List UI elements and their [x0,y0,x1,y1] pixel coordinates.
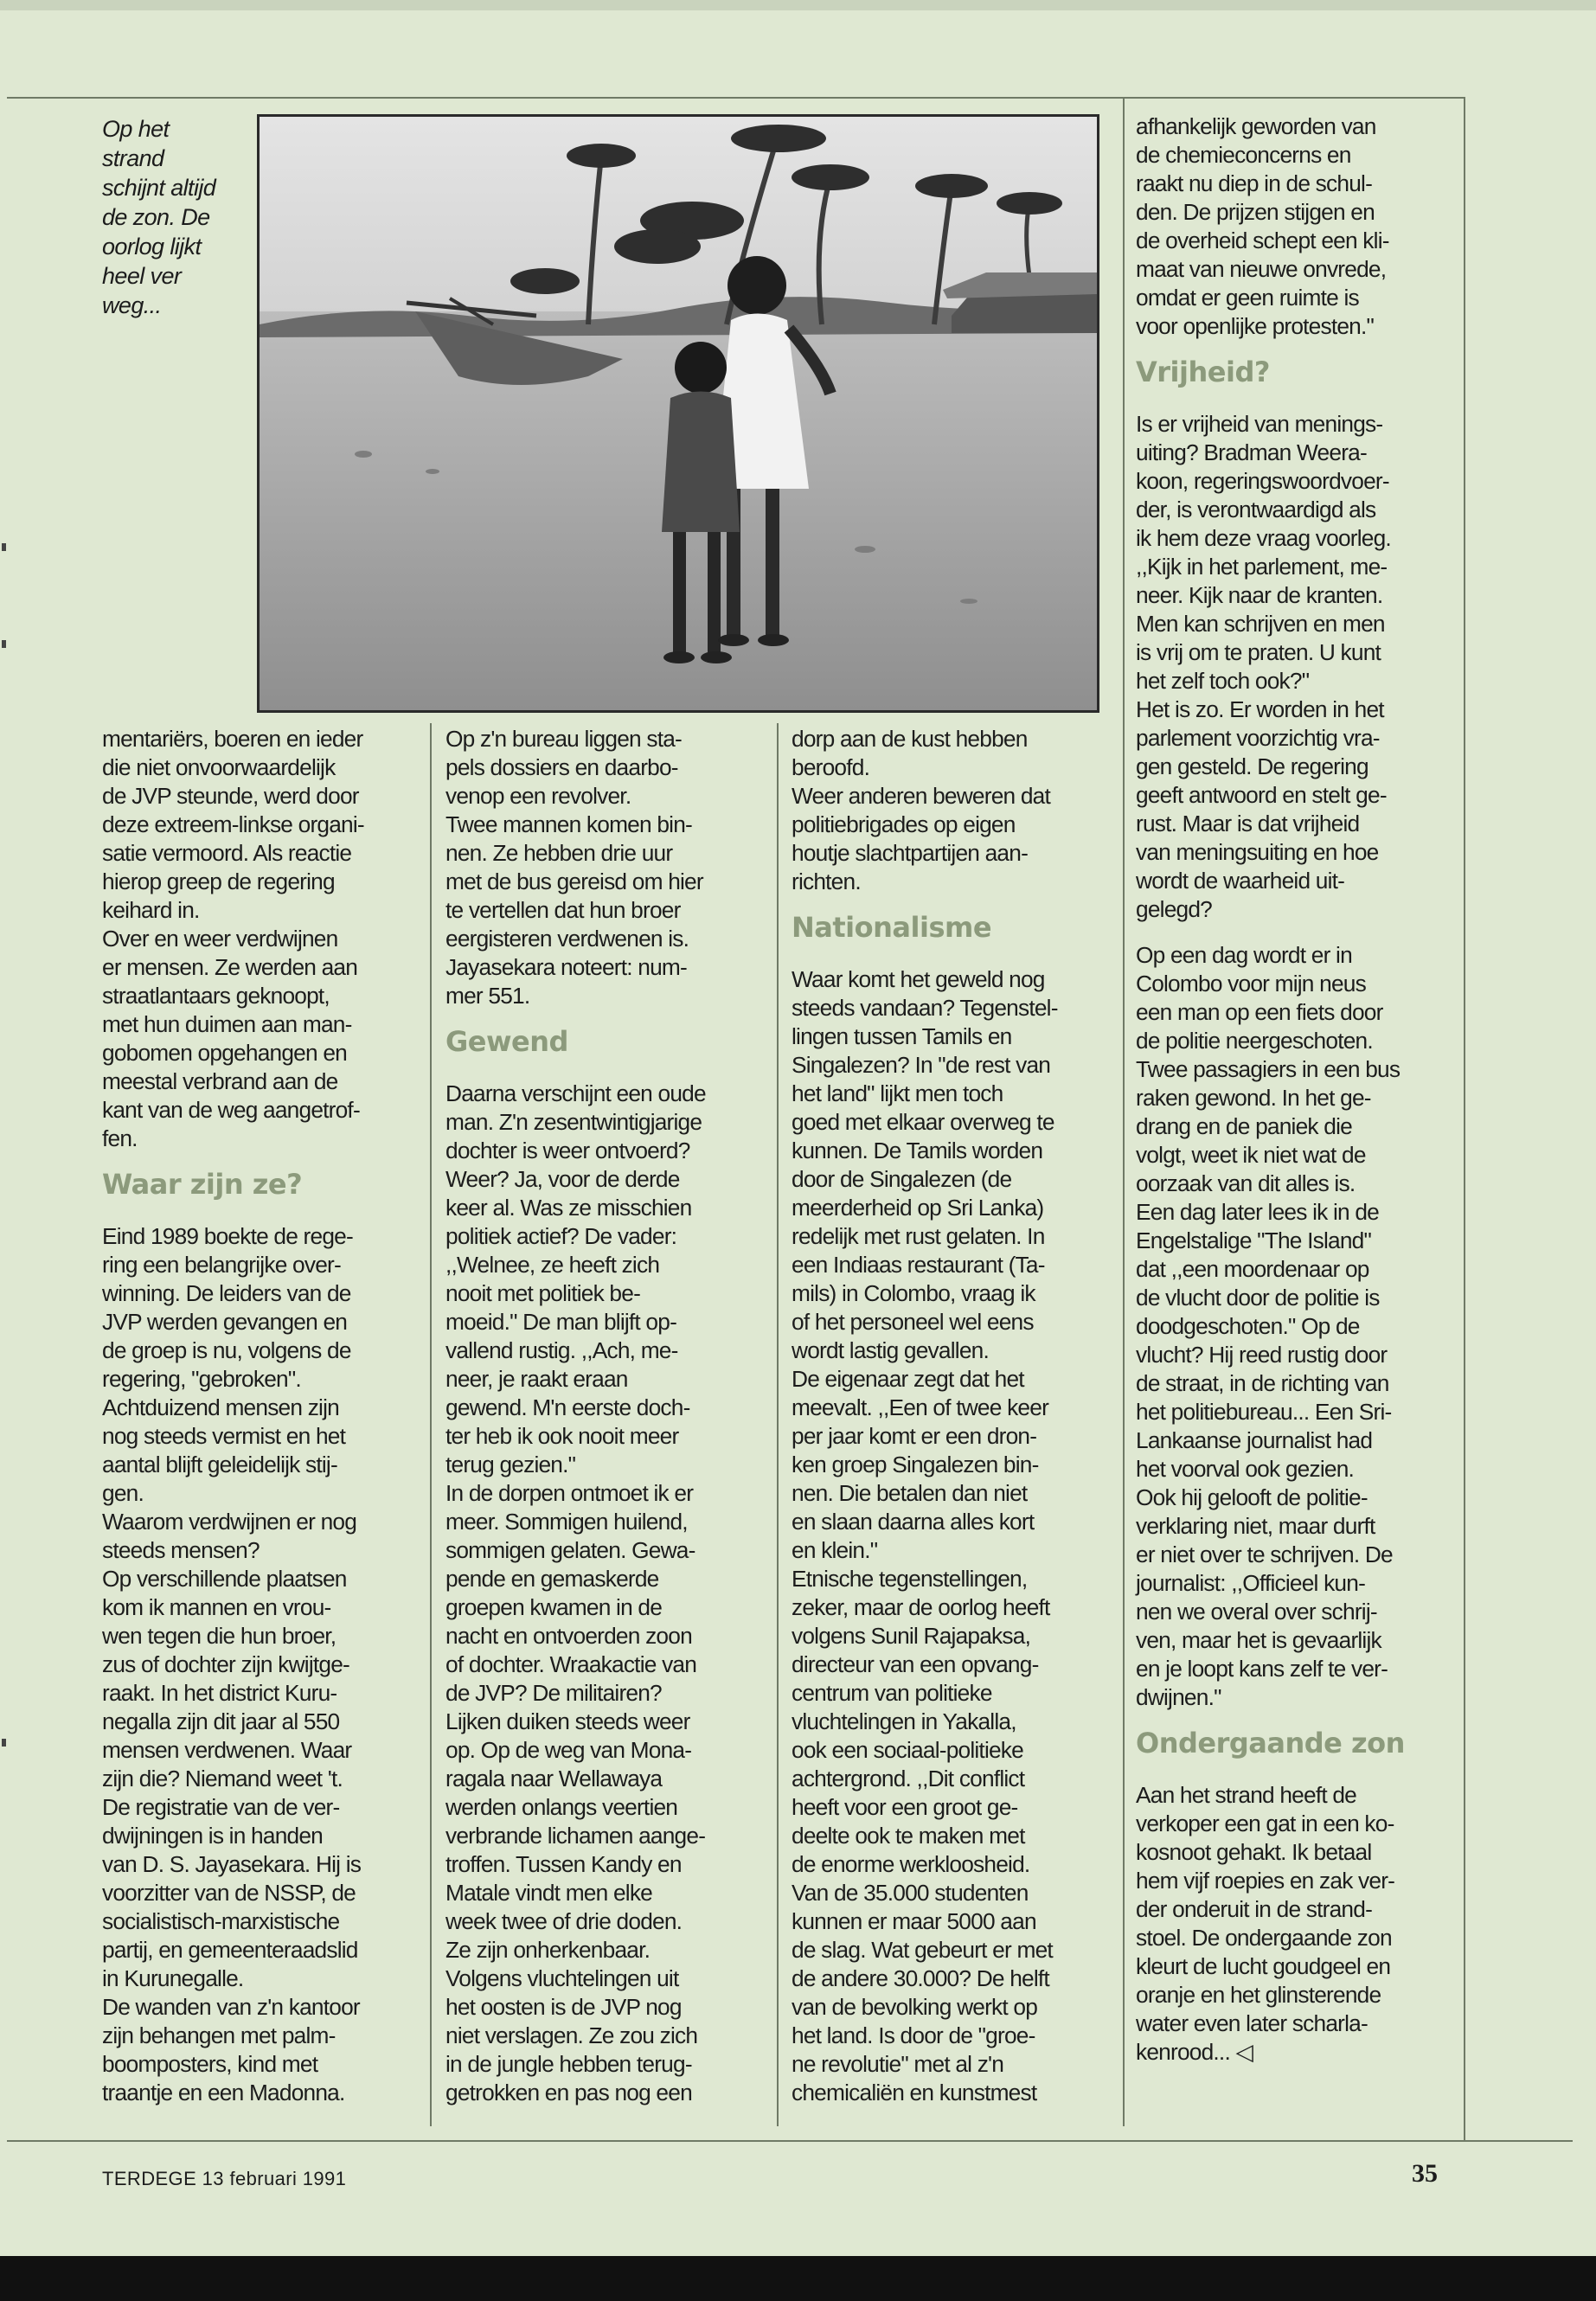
text-line: nen we overal over schrij- [1136,1599,1377,1625]
text-line: er mensen. Ze werden aan [102,954,358,980]
margin-mark [2,640,6,648]
text-line: doodgeschoten." Op de [1136,1313,1360,1339]
caption-line: heel ver [102,263,182,289]
text-line: deze extreem-linkse organi- [102,811,364,837]
text-line: Waar komt het geweld nog [792,966,1045,992]
text-line: nooit met politiek be- [445,1280,641,1306]
text-line: het oosten is de JVP nog [445,1994,682,2020]
text-line: ken groep Singalezen bin- [792,1452,1039,1477]
text-line: Colombo voor mijn neus [1136,971,1366,997]
text-line: Eind 1989 boekte de rege- [102,1223,353,1249]
text-line: kosnoot gehakt. Ik betaal [1136,1839,1372,1865]
text-line: der onderuit in de strand- [1136,1896,1373,1922]
publication-footer: TERDEGE 13 februari 1991 [102,2168,347,2189]
text-line: neer. Kijk naar de kranten. [1136,582,1383,608]
article-column-1 [102,725,413,2107]
text-line: de overheid schept een kli- [1136,228,1389,253]
text-line: de chemieconcerns en [1136,142,1351,168]
text-line: steeds mensen? [102,1537,260,1563]
text-line: gobomen opgehangen en [102,1040,347,1066]
text-line: JVP werden gevangen en [102,1309,348,1335]
text-line: Ze zijn onherkenbaar. [445,1937,651,1963]
text-line: niet verslagen. Ze zou zich [445,2022,698,2048]
text-line: man. Z'n zesentwintigjarige [445,1109,702,1135]
text-line: Op z'n bureau liggen sta- [445,726,683,752]
text-line: de slag. Wat gebeurt er met [792,1937,1053,1963]
text-line: negalla zijn dit jaar al 550 [102,1708,340,1734]
text-line: Twee mannen komen bin- [445,811,692,837]
text-line: straatlantaars geknoopt, [102,983,330,1009]
text-line: dwijningen is in handen [102,1823,323,1849]
text-line: hem vijf roepies en zak ver- [1136,1868,1395,1894]
text-line: heeft voor een groot ge- [792,1794,1018,1820]
text-line: neer, je raakt eraan [445,1366,628,1392]
caption-line: schijnt altijd [102,175,216,201]
text-line: mils) in Colombo, vraag ik [792,1280,1035,1306]
text-line: raakt nu diep in de schul- [1136,170,1373,196]
text-line: winning. De leiders van de [102,1280,351,1306]
text-line: de JVP steunde, werd door [102,783,359,809]
text-line: aantal blijft geleidelijk stij- [102,1452,337,1477]
caption-line: oorlog lijkt [102,234,202,260]
text-line: zus of dochter zijn kwijtge- [102,1651,349,1677]
text-line: verklaring niet, maar durft [1136,1513,1375,1539]
text-line: of het personeel wel eens [792,1309,1034,1335]
text-line: deelte ook te maken met [792,1823,1025,1849]
article-column-4 [1136,112,1456,2067]
text-line: het voorval ook gezien. [1136,1456,1355,1482]
text-line: en slaan daarna alles kort [792,1509,1035,1535]
text-line: nacht en ontvoerden zoon [445,1623,692,1649]
text-line: van D. S. Jayasekara. Hij is [102,1851,362,1877]
section-heading-waar-zijn-ze: Waar zijn ze? [102,1168,303,1201]
text-line: met hun duimen aan man- [102,1011,352,1037]
section-heading-ondergaande-zon: Ondergaande zon [1136,1727,1405,1759]
text-line: raken gewond. In het ge- [1136,1085,1371,1111]
text-line: verkoper een gat in een ko- [1136,1811,1394,1836]
paragraph-gap [1136,924,1456,941]
text-line: De eigenaar zegt dat het [792,1366,1024,1392]
caption-line: strand [102,145,164,171]
text-line: door de Singalezen (de [792,1166,1012,1192]
text-line: gen gesteld. De regering [1136,753,1368,779]
text-line: kunnen. De Tamils worden [792,1138,1043,1163]
column-rule [1123,97,1125,2126]
text-line: werden onlangs veertien [445,1794,678,1820]
text-line: politiebrigades op eigen [792,811,1016,837]
text-line: meevalt. ,,Een of twee keer [792,1394,1049,1420]
text-line: het zelf toch ook?" [1136,668,1310,694]
text-line: voor openlijke protesten." [1136,313,1375,339]
text-line: meer. Sommigen huilend, [445,1509,688,1535]
text-line: per jaar komt er een dron- [792,1423,1037,1449]
text-line: zijn die? Niemand weet 't. [102,1766,343,1791]
text-line: van de bevolking werkt op [792,1994,1038,2020]
text-line: wen tegen die hun broer, [102,1623,337,1649]
text-line: Op een dag wordt er in [1136,942,1352,968]
column-rule [430,723,432,2126]
text-line: Twee passagiers in een bus [1136,1056,1401,1082]
text-line: zeker, maar de oorlog heeft [792,1594,1050,1620]
text-line: en klein." [792,1537,878,1563]
text-line: kant van de weg aangetrof- [102,1097,360,1123]
text-line: De wanden van z'n kantoor [102,1994,360,2020]
text-line: dorp aan de kust hebben [792,726,1028,752]
text-line: week twee of drie doden. [445,1908,683,1934]
text-line: beroofd. [792,754,870,780]
text-line: moeid." De man blijft op- [445,1309,677,1335]
page-number: 35 [1412,2159,1438,2188]
text-line: volgens Sunil Rajapaksa, [792,1623,1031,1649]
text-line: Volgens vluchtelingen uit [445,1965,679,1991]
text-line: centrum van politieke [792,1680,992,1706]
text-line: er niet over te schrijven. De [1136,1541,1393,1567]
text-line: Achtduizend mensen zijn [102,1394,339,1420]
text-line: oranje en het glinsterende [1136,1982,1381,2008]
bottom-scan-band [0,2256,1596,2301]
bottom-rule [7,2140,1573,2142]
beach-photo [257,114,1099,713]
text-line: chemicaliën en kunstmest [792,2080,1037,2106]
article-column-2 [445,725,766,2107]
text-line: troffen. Tussen Kandy en [445,1851,682,1877]
article-column-3 [792,725,1112,2107]
text-line: op. Op de weg van Mona- [445,1737,692,1763]
text-line: vluchtelingen in Yakalla, [792,1708,1016,1734]
text-line: Van de 35.000 studenten [792,1880,1029,1906]
text-line: ,,Kijk in het parlement, me- [1136,554,1388,580]
text-line: nen. Die betalen dan niet [792,1480,1028,1506]
text-line: water even later scharla- [1136,2010,1368,2036]
text-line: vlucht? Hij reed rustig door [1136,1342,1388,1368]
text-line: satie vermoord. Als reactie [102,840,352,866]
text-line: Engelstalige "The Island" [1136,1227,1372,1253]
text-line: de enorme werkloosheid. [792,1851,1030,1877]
caption-line: de zon. De [102,204,210,230]
text-line: getrokken en pas nog een [445,2080,692,2106]
text-line: regering, "gebroken". [102,1366,301,1392]
text-line: raakt. In het district Kuru- [102,1680,337,1706]
text-line: Jayasekara noteert: num- [445,954,687,980]
text-line: afhankelijk geworden van [1136,113,1376,139]
text-line: ook een sociaal-politieke [792,1737,1023,1763]
text-line: achtergrond. ,,Dit conflict [792,1766,1025,1791]
text-line: mensen verdwenen. Waar [102,1737,352,1763]
text-line: ,,Welnee, ze heeft zich [445,1252,660,1278]
text-line: directeur van een opvang- [792,1651,1039,1677]
text-line: ven, maar het is gevaarlijk [1136,1627,1381,1653]
text-line: Singalezen? In "de rest van [792,1052,1051,1078]
text-line: steeds vandaan? Tegenstel- [792,995,1058,1021]
text-line: Ook hij gelooft de politie- [1136,1484,1368,1510]
photo-beach-children-icon [260,117,1097,710]
text-line: journalist: ,,Officieel kun- [1136,1570,1366,1596]
text-line: Lankaanse journalist had [1136,1427,1373,1453]
text-line: maat van nieuwe onvrede, [1136,256,1387,282]
text-line: De registratie van de ver- [102,1794,340,1820]
text-line: die niet onvoorwaardelijk [102,754,336,780]
text-line: den. De prijzen stijgen en [1136,199,1375,225]
text-line: nog steeds vermist en het [102,1423,346,1449]
text-line: Het is zo. Er worden in het [1136,696,1384,722]
text-line: redelijk met rust gelaten. In [792,1223,1045,1249]
top-scan-band [0,0,1596,10]
text-line: pels dossiers en daarbo- [445,754,678,780]
text-line: mentariërs, boeren en ieder [102,726,363,752]
text-line: dat ,,een moordenaar op [1136,1256,1369,1282]
text-line: de vlucht door de politie is [1136,1285,1380,1311]
text-line: gewend. M'n eerste doch- [445,1394,690,1420]
text-line: gen. [102,1480,144,1506]
text-line: de politie neergeschoten. [1136,1028,1373,1054]
text-line: Men kan schrijven en men [1136,611,1385,637]
text-line: Een dag later lees ik in de [1136,1199,1380,1225]
text-line: kleurt de lucht goudgeel en [1136,1953,1391,1979]
text-line: Lijken duiken steeds weer [445,1708,690,1734]
section-heading-vrijheid: Vrijheid? [1136,356,1270,388]
text-line: de straat, in de richting van [1136,1370,1389,1396]
text-line: in Kurunegalle. [102,1965,244,1991]
text-line: Over en weer verdwijnen [102,926,338,952]
text-line: oorzaak van dit alles is. [1136,1170,1356,1196]
text-line: hierop greep de regering [102,868,335,894]
text-line: der, is verontwaardigd als [1136,497,1376,522]
text-line: kenrood... ◁ [1136,2039,1253,2065]
text-line: het land. Is door de "groe- [792,2022,1035,2048]
margin-mark [2,543,6,551]
text-line: groepen kwamen in de [445,1594,663,1620]
text-line: Etnische tegenstellingen, [792,1566,1028,1592]
text-line: Waarom verdwijnen er nog [102,1509,357,1535]
text-line: in de jungle hebben terug- [445,2051,692,2077]
text-line: zijn behangen met palm- [102,2022,336,2048]
text-line: fen. [102,1125,138,1151]
text-line: een man op een fiets door [1136,999,1383,1025]
text-line: is vrij om te praten. U kunt [1136,639,1381,665]
text-line: pende en gemaskerde [445,1566,659,1592]
text-line: socialistisch-marxistische [102,1908,340,1934]
caption-line: Op het [102,116,170,142]
section-heading-gewend: Gewend [445,1025,568,1058]
text-line: parlement voorzichtig vra- [1136,725,1380,751]
text-line: en je loopt kans zelf te ver- [1136,1656,1388,1682]
text-line: Weer? Ja, voor de derde [445,1166,680,1192]
text-line: Matale vindt men elke [445,1880,652,1906]
text-line: kunnen er maar 5000 aan [792,1908,1036,1934]
text-line: ragala naar Wellawaya [445,1766,663,1791]
text-line: Op verschillende plaatsen [102,1566,347,1592]
text-line: kom ik mannen en vrou- [102,1594,331,1620]
text-line: drang en de paniek die [1136,1113,1352,1139]
text-line: of dochter. Wraakactie van [445,1651,697,1677]
text-line: volgt, weet ik niet wat de [1136,1142,1366,1168]
text-line: voorzitter van de NSSP, de [102,1880,356,1906]
text-line: goed met elkaar overweg te [792,1109,1054,1135]
text-line: boomposters, kind met [102,2051,318,2077]
text-line: wordt de waarheid uit- [1136,868,1345,894]
text-line: vallend rustig. ,,Ach, me- [445,1337,678,1363]
text-line: eergisteren verdwenen is. [445,926,689,952]
text-line: ring een belangrijke over- [102,1252,341,1278]
text-line: het land" lijkt men toch [792,1080,1003,1106]
text-line: terug gezien." [445,1452,576,1477]
text-line: met de bus gereisd om hier [445,868,703,894]
text-line: richten. [792,868,861,894]
text-line: wordt lastig gevallen. [792,1337,989,1363]
text-line: rust. Maar is dat vrijheid [1136,811,1360,836]
text-line: de JVP? De militairen? [445,1680,662,1706]
text-line: Is er vrijheid van menings- [1136,411,1383,437]
text-line: meestal verbrand aan de [102,1068,338,1094]
text-line: omdat er geen ruimte is [1136,285,1359,311]
margin-mark [2,1739,6,1747]
text-line: venop een revolver. [445,783,631,809]
text-line: partij, en gemeenteraadslid [102,1937,358,1963]
text-line: geeft antwoord en stelt ge- [1136,782,1387,808]
text-line: verbrande lichamen aange- [445,1823,706,1849]
text-line: dwijnen." [1136,1684,1221,1710]
text-line: ter heb ik ook nooit meer [445,1423,679,1449]
text-line: stoel. De ondergaande zon [1136,1925,1392,1951]
text-line: uiting? Bradman Weera- [1136,439,1367,465]
text-line: het politiebureau... Een Sri- [1136,1399,1392,1425]
text-line: gelegd? [1136,896,1212,922]
text-line: Aan het strand heeft de [1136,1782,1356,1808]
text-line: een Indiaas restaurant (Ta- [792,1252,1045,1278]
text-line: ne revolutie" met al z'n [792,2051,1004,2077]
text-line: Weer anderen beweren dat [792,783,1051,809]
text-line: ik hem deze vraag voorleg. [1136,525,1391,551]
text-line: van meningsuiting en hoe [1136,839,1379,865]
text-line: keihard in. [102,897,200,923]
text-line: nen. Ze hebben drie uur [445,840,673,866]
section-heading-nationalisme: Nationalisme [792,911,992,944]
text-line: te vertellen dat hun broer [445,897,681,923]
text-line: koon, regeringswoordvoer- [1136,468,1389,494]
column-rule [777,723,779,2126]
photo-caption [102,114,249,320]
text-line: dochter is weer ontvoerd? [445,1138,690,1163]
text-line: mer 551. [445,983,530,1009]
text-line: meerderheid op Sri Lanka) [792,1195,1044,1221]
text-line: In de dorpen ontmoet ik er [445,1480,694,1506]
text-line: politiek actief? De vader: [445,1223,677,1249]
text-line: sommigen gelaten. Gewa- [445,1537,695,1563]
caption-line: weg... [102,292,162,318]
text-line: keer al. Was ze misschien [445,1195,692,1221]
text-line: Daarna verschijnt een oude [445,1080,706,1106]
text-line: traantje en een Madonna. [102,2080,345,2106]
text-line: de groep is nu, volgens de [102,1337,351,1363]
text-line: lingen tussen Tamils en [792,1023,1012,1049]
text-line: houtje slachtpartijen aan- [792,840,1029,866]
text-line: de andere 30.000? De helft [792,1965,1049,1991]
